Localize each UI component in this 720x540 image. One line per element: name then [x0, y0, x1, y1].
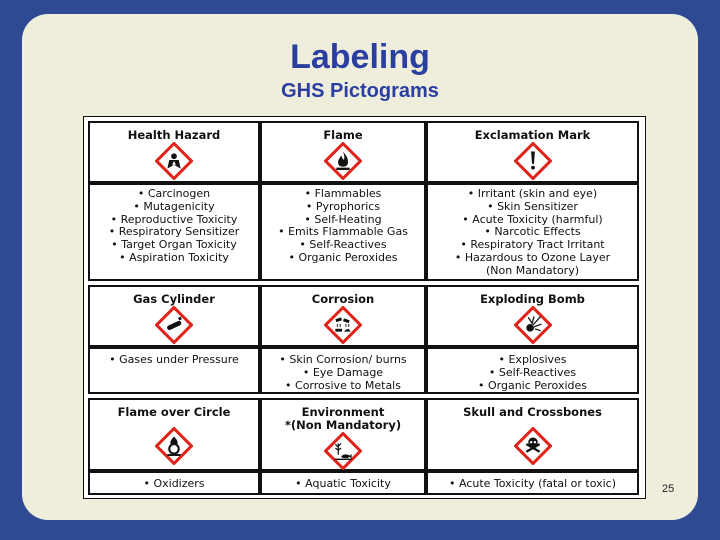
list-item: • Respiratory Sensitizer — [108, 225, 240, 239]
list-item: • Target Organ Toxicity — [111, 238, 237, 252]
hazard-list-flame — [260, 183, 426, 281]
list-item: • Self-Reactives — [299, 238, 387, 252]
pictogram-cell-exploding-bomb — [426, 285, 639, 347]
corrosion-icon — [324, 306, 362, 344]
list-item: • Explosives — [498, 353, 567, 366]
list-item: • Organic Peroxides — [477, 378, 587, 392]
list-item: • Oxidizers — [143, 477, 205, 490]
hazard-list-exclamation-mark — [426, 183, 639, 281]
exclamation-mark-icon — [514, 142, 552, 180]
list-item: • Flammables — [304, 187, 382, 200]
hazard-list-environment — [260, 471, 426, 495]
slide-title: Labeling — [290, 38, 430, 76]
hazard-list-gas-cylinder — [88, 347, 260, 394]
list-item: • Mutagenicity — [133, 199, 215, 213]
pictogram-cell-environment — [260, 398, 426, 471]
list-item: • Acute Toxicity (harmful) — [462, 212, 603, 226]
list-item: • Irritant (skin and eye) — [467, 187, 598, 200]
pictogram-cell-flame — [260, 121, 426, 183]
pictogram-title-note: *(Non Mandatory) — [284, 418, 402, 432]
hazard-list-skull-and-crossbones — [426, 471, 639, 495]
pictogram-cell-skull-and-crossbones — [426, 398, 639, 471]
hazard-list-flame-over-circle — [88, 471, 260, 495]
list-item: • Self-Heating — [304, 212, 382, 226]
exploding-bomb-icon — [514, 306, 552, 344]
environment-icon — [324, 432, 362, 470]
pictogram-title: Corrosion — [311, 292, 375, 306]
pictogram-cell-health-hazard — [88, 121, 260, 183]
hazard-list-exploding-bomb — [426, 347, 639, 394]
slide-subtitle: GHS Pictograms — [281, 80, 439, 102]
list-item: • Gases under Pressure — [109, 353, 239, 366]
slide-page-number: 25 — [662, 483, 675, 495]
list-item: • Acute Toxicity (fatal or toxic) — [448, 477, 617, 490]
list-item: • Carcinogen — [137, 187, 211, 200]
pictogram-title: Gas Cylinder — [133, 292, 215, 306]
flame-icon — [324, 142, 362, 180]
list-item: • Self-Reactives — [488, 365, 577, 379]
list-item: • Skin Corrosion/ burns — [279, 353, 407, 366]
health-hazard-icon — [155, 142, 193, 180]
skull-and-crossbones-icon — [514, 427, 552, 465]
hazard-list-corrosion — [260, 347, 426, 394]
pictogram-title: Exclamation Mark — [474, 128, 591, 142]
list-item: • Emits Flammable Gas — [278, 225, 408, 239]
pictogram-title: Flame over Circle — [117, 405, 231, 419]
list-item: • Skin Sensitizer — [487, 199, 578, 213]
pictogram-title: Exploding Bomb — [480, 292, 585, 306]
list-item: • Aquatic Toxicity — [295, 477, 391, 490]
list-item: • Reproductive Toxicity — [110, 212, 238, 226]
list-item: • Narcotic Effects — [484, 225, 581, 239]
list-item: • Pyrophorics — [305, 199, 381, 213]
pictogram-title: Skull and Crossbones — [463, 405, 602, 419]
list-item: • Corrosive to Metals — [285, 378, 401, 392]
pictogram-cell-gas-cylinder — [88, 285, 260, 347]
pictogram-title: Health Hazard — [127, 128, 221, 142]
ghs-pictogram-table — [83, 116, 646, 499]
pictogram-cell-exclamation-mark — [426, 121, 639, 183]
list-item: • Eye Damage — [302, 365, 384, 379]
list-item: • Respiratory Tract Irritant — [460, 238, 605, 252]
pictogram-cell-flame-over-circle — [88, 398, 260, 471]
list-item: • Organic Peroxides — [288, 250, 398, 264]
pictogram-title: Flame — [323, 128, 363, 142]
hazard-list-health-hazard — [88, 183, 260, 281]
pictogram-cell-corrosion — [260, 285, 426, 347]
pictogram-title: Environment — [301, 405, 385, 419]
flame-over-circle-icon — [155, 427, 193, 465]
list-item: • Hazardous to Ozone Layer — [454, 250, 611, 264]
list-note: (Non Mandatory) — [485, 263, 579, 277]
list-item: • Aspiration Toxicity — [119, 250, 229, 264]
gas-cylinder-icon — [155, 306, 193, 344]
